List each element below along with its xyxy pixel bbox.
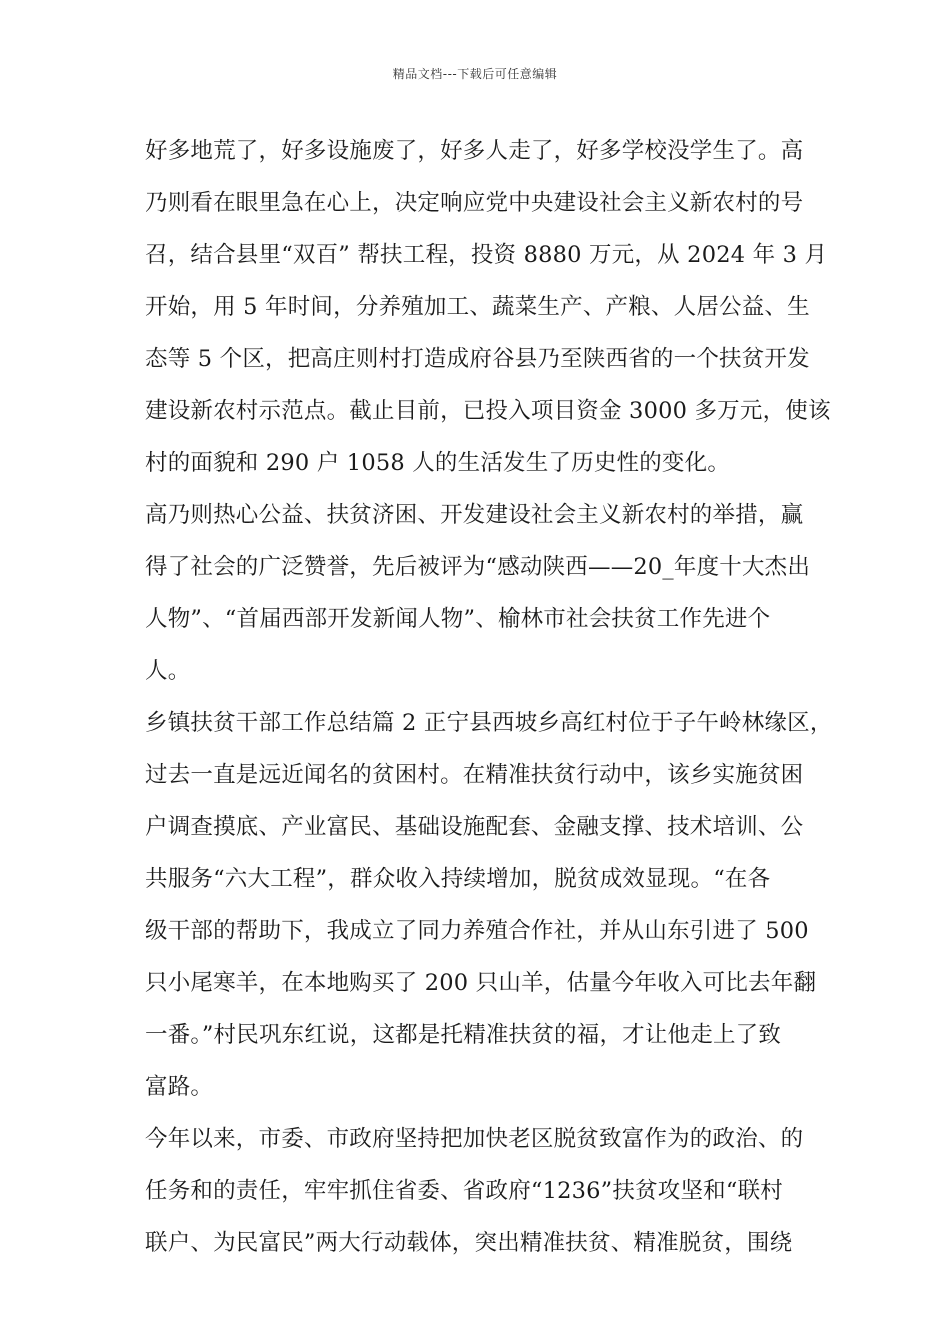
text-line: 一番。”村民巩东红说，这都是托精准扶贫的福，才让他走上了致 [145,1022,782,1048]
text-line: 富路。 [145,1074,214,1100]
text-line: 任务和的责任，牢牢抓住省委、省政府“1236”扶贫攻坚和“联村 [145,1178,783,1204]
paragraph-2 [145,489,835,697]
text-line: 态等 5 个区，把高庄则村打造成府谷县乃至陕西省的一个扶贫开发 [145,346,810,372]
text-line: 高乃则热心公益、扶贫济困、开发建设社会主义新农村的举措，赢 [145,502,804,528]
text-line: 联户、为民富民”两大行动载体，突出精准扶贫、精准脱贫，围绕 [145,1230,793,1256]
text-line: 得了社会的广泛赞誉，先后被评为“感动陕西——20_年度十大杰出 [145,554,811,580]
paragraph-4 [145,1113,835,1269]
text-line: 村的面貌和 290 户 1058 人的生活发生了历史性的变化。 [145,450,731,476]
text-line: 过去一直是远近闻名的贫困村。在精准扶贫行动中，该乡实施贫困 [145,762,804,788]
paragraph-1 [145,125,835,489]
text-line: 乡镇扶贫干部工作总结篇 2 正宁县西坡乡高红村位于子午岭林缘区， [145,710,833,736]
text-line: 共服务“六大工程”，群众收入持续增加，脱贫成效显现。“在各 [145,866,771,892]
text-line: 今年以来，市委、市政府坚持把加快老区脱贫致富作为的政治、的 [145,1126,804,1152]
text-line: 户调查摸底、产业富民、基础设施配套、金融支撑、技术培训、公 [145,814,804,840]
document-body [145,125,835,1269]
text-line: 人。 [145,658,191,684]
text-line: 召，结合县里“双百” 帮扶工程，投资 8880 万元，从 2024 年 3 月 [145,242,828,268]
text-line: 只小尾寒羊，在本地购买了 200 只山羊，估量今年收入可比去年翻 [145,970,817,996]
paragraph-3 [145,697,835,1113]
text-line: 好多地荒了，好多设施废了，好多人走了，好多学校没学生了。高 [145,138,804,164]
text-line: 乃则看在眼里急在心上，决定响应党中央建设社会主义新农村的号 [145,190,804,216]
text-line: 开始，用 5 年时间，分养殖加工、蔬菜生产、产粮、人居公益、生 [145,294,810,320]
text-line: 建设新农村示范点。截止目前，已投入项目资金 3000 多万元，使该 [145,398,831,424]
text-line: 级干部的帮助下，我成立了同力养殖合作社，并从山东引进了 500 [145,918,809,944]
page-header: 精品文档---下载后可任意编辑 [392,67,558,81]
text-line: 人物”、“首届西部开发新闻人物”、榆林市社会扶贫工作先进个 [145,606,771,632]
